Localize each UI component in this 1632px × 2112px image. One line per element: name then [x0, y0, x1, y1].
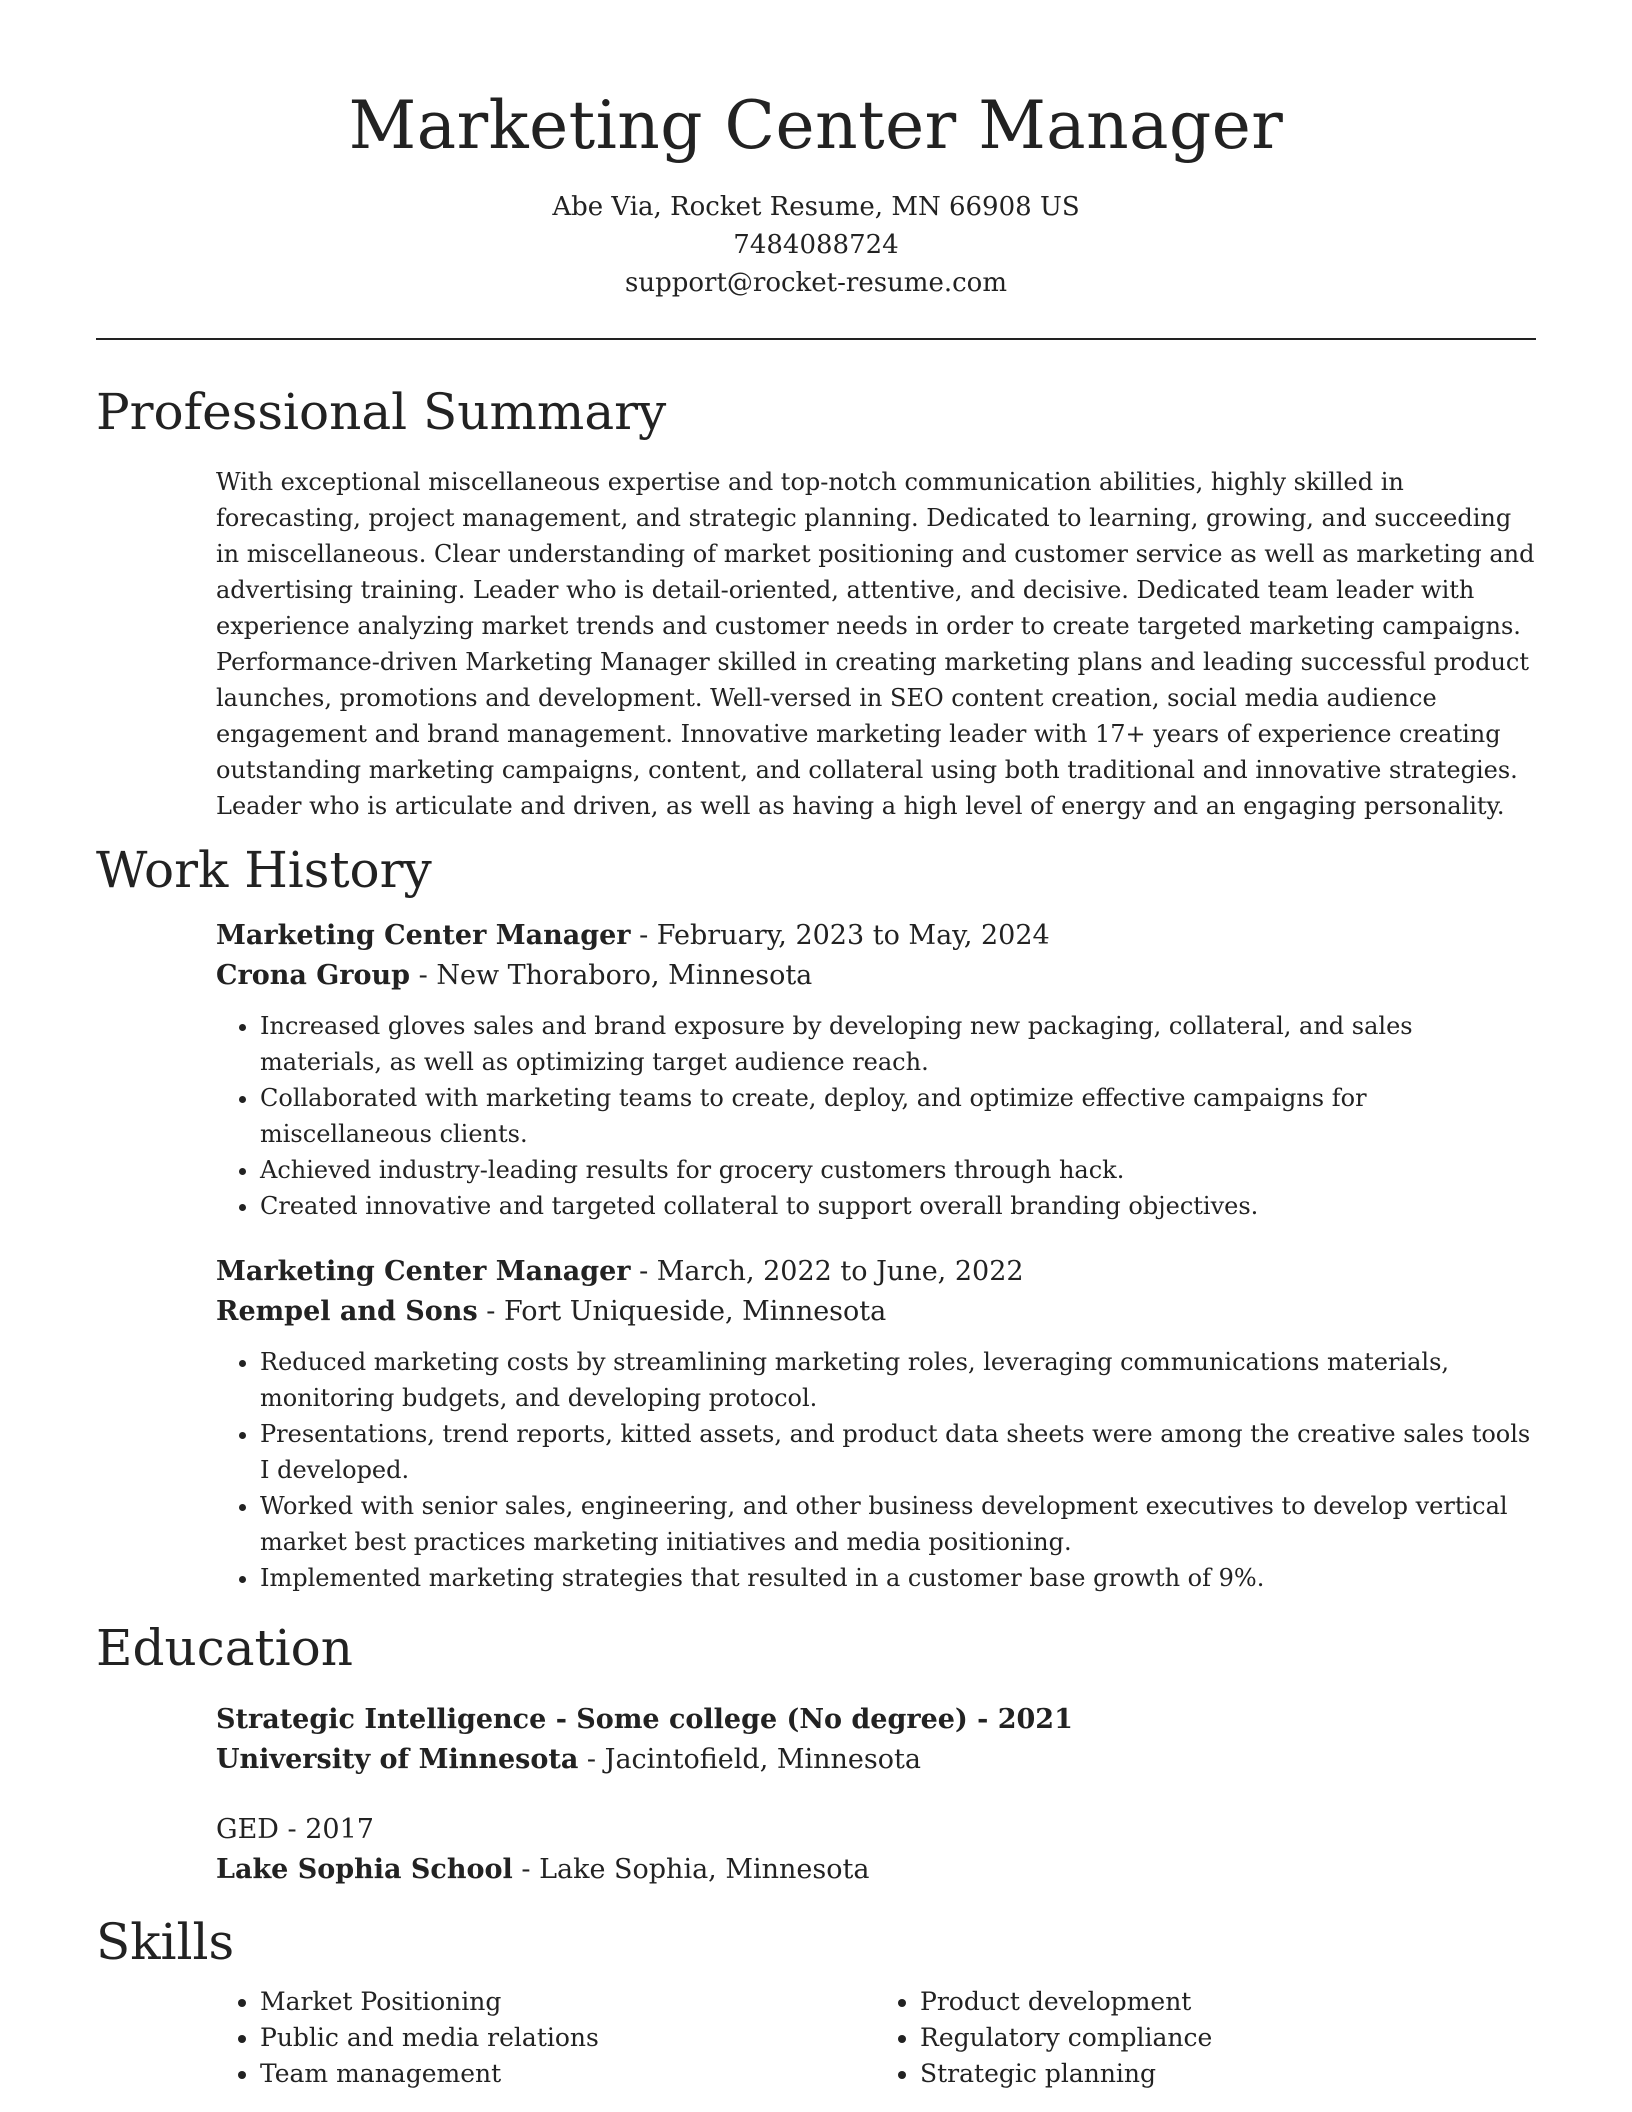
skill-item: • Product development — [920, 1984, 1536, 2020]
skill-item: • Strategic planning — [920, 2056, 1536, 2092]
job-company-line — [216, 956, 1536, 996]
job-location: - New Thoraboro, Minnesota — [410, 960, 813, 991]
job-company: Crona Group — [216, 960, 411, 991]
job-bullets — [216, 1344, 1536, 1596]
summary-text: With exceptional miscellaneous expertise and top-notch communication abilities, highly skilled in forecasting, project management, and strategic planning. Dedicated to learning, growing, and succeeding in miscellaneous. Clear understanding of market positioning and customer service as well as marketing and advertising training. Leader who is detail-oriented, attentive, and decisive. Dedicated team leader with experience analyzing market trends and customer needs in order to create targeted marketing campaigns. Performance-driven Marketing Manager skilled in creating marketing plans and leading successful product launches, promotions and development. Well-versed in SEO content creation, social media audience engagement and brand management. Innovative marketing leader with 17+ years of experience creating outstanding marketing campaigns, content, and collateral using both traditional and innovative strategies. Leader who is articulate and driven, as well as having a high level of energy and an engaging personality. — [216, 468, 1535, 820]
education-location: - Jacintofield, Minnesota — [578, 1744, 921, 1775]
contact-address: Abe Via, Rocket Resume, MN 66908 US — [552, 192, 1080, 222]
skill-item: • Public and media relations — [260, 2020, 876, 2056]
education-degree: GED - 2017 — [216, 1814, 374, 1845]
summary-title: Professional Summary — [96, 383, 667, 441]
contact-block — [96, 188, 1536, 302]
skills-section — [216, 1984, 1536, 2092]
job-title-line — [216, 916, 1536, 956]
education-school-line — [216, 1740, 1536, 1780]
job-bullet: • Presentations, trend reports, kitted assets, and product data sheets were among the creative sales tools I developed. — [260, 1416, 1536, 1488]
resume-name: Marketing Center Manager — [348, 87, 1284, 164]
job-entry — [216, 916, 1536, 1224]
contact-phone: 7484088724 — [733, 230, 899, 260]
job-bullet: • Achieved industry-leading results for grocery customers through hack. — [260, 1152, 1536, 1188]
education-degree-line — [216, 1810, 1536, 1850]
job-bullet: • Increased gloves sales and brand exposure by developing new packaging, collateral, and sales materials, as well as optimizing target audience reach. — [260, 1008, 1536, 1080]
job-location: - Fort Uniqueside, Minnesota — [477, 1296, 887, 1327]
skill-item: • Team management — [260, 2056, 876, 2092]
skills-right-list — [876, 1984, 1536, 2092]
education-section — [216, 1700, 1536, 1890]
education-school-line — [216, 1850, 1536, 1890]
skills-title: Skills — [96, 1913, 235, 1971]
contact-email: support@rocket-resume.com — [624, 268, 1007, 298]
job-title-line — [216, 1252, 1536, 1292]
education-degree: Strategic Intelligence - Some college (No degree) - 2021 — [216, 1704, 1073, 1735]
job-role: Marketing Center Manager — [216, 1256, 631, 1287]
job-company: Rempel and Sons — [216, 1296, 478, 1327]
job-role: Marketing Center Manager — [216, 920, 631, 951]
job-dates: - February, 2023 to May, 2024 — [630, 920, 1050, 951]
job-bullet: • Collaborated with marketing teams to create, deploy, and optimize effective campaigns for miscellaneous clients. — [260, 1080, 1536, 1152]
resume-header — [96, 0, 1536, 302]
job-entry — [216, 1252, 1536, 1596]
job-bullet: • Worked with senior sales, engineering, and other business development executives to develop vertical market best practices marketing initiatives and media positioning. — [260, 1488, 1536, 1560]
work-history-title: Work History — [96, 841, 432, 899]
skill-item: • Market Positioning — [260, 1984, 876, 2020]
job-dates: - March, 2022 to June, 2022 — [630, 1256, 1024, 1287]
job-bullet: • Reduced marketing costs by streamlining marketing roles, leveraging communications materials, monitoring budgets, and developing protocol. — [260, 1344, 1536, 1416]
job-bullets — [216, 1008, 1536, 1224]
job-bullet: • Implemented marketing strategies that resulted in a customer base growth of 9%. — [260, 1560, 1536, 1596]
work-history-section — [216, 916, 1536, 1596]
education-degree-line — [216, 1700, 1536, 1740]
education-title: Education — [96, 1619, 353, 1677]
job-company-line — [216, 1292, 1536, 1332]
job-bullet: • Created innovative and targeted collateral to support overall branding objectives. — [260, 1188, 1536, 1224]
skills-left-list — [216, 1984, 876, 2092]
education-entry — [216, 1810, 1536, 1890]
education-location: - Lake Sophia, Minnesota — [512, 1854, 870, 1885]
summary-section — [216, 464, 1536, 824]
education-school: Lake Sophia School — [216, 1854, 513, 1885]
education-entry — [216, 1700, 1536, 1780]
resume-page — [96, 0, 1536, 2092]
skill-item: • Regulatory compliance — [920, 2020, 1536, 2056]
skills-columns — [216, 1984, 1536, 2092]
education-school: University of Minnesota — [216, 1744, 579, 1775]
header-divider — [96, 338, 1536, 340]
